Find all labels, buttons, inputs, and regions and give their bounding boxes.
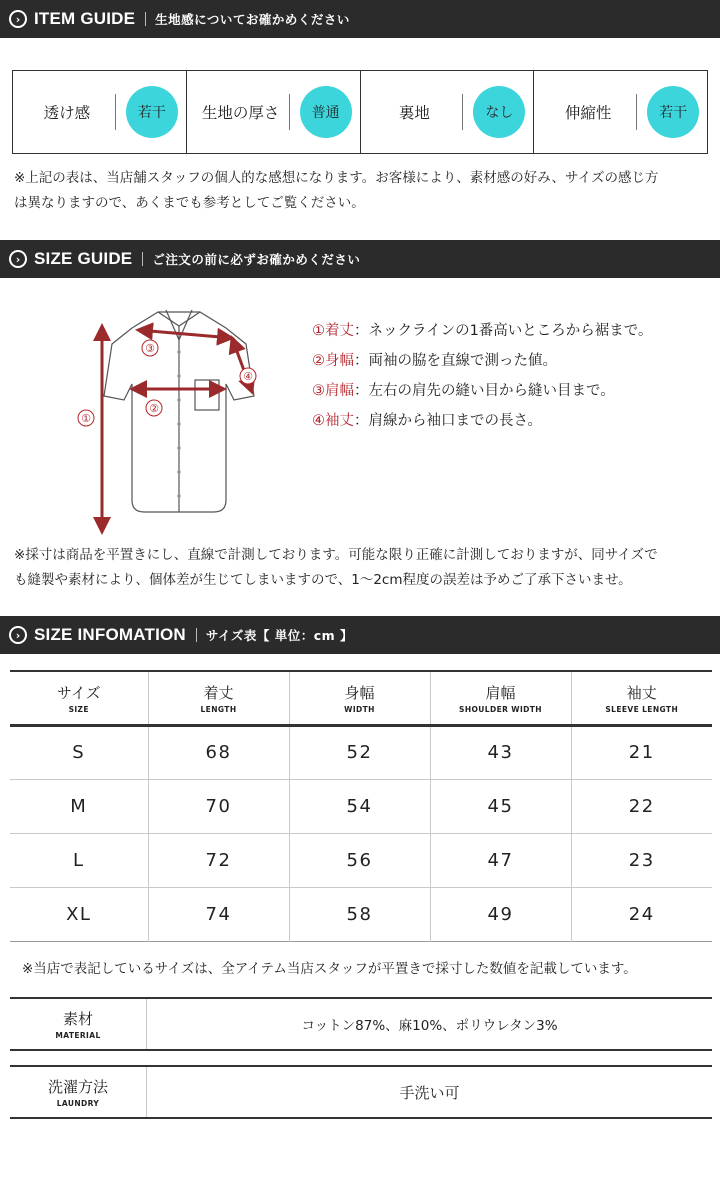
guide-value-badge: 普通	[300, 86, 352, 138]
divider	[145, 12, 146, 26]
guide-cell-stretch	[533, 71, 707, 153]
laundry-row	[10, 1065, 712, 1119]
laundry-label-en: LAUNDRY	[56, 1099, 100, 1108]
column-header: サイズ SIZE	[56, 683, 101, 714]
divider	[142, 252, 143, 266]
table-cell: L	[72, 849, 85, 871]
chevron-right-icon: ›	[9, 10, 27, 28]
guide-value-badge: 若干	[126, 86, 178, 138]
marker-1: ①	[81, 412, 91, 425]
shirt-measurement-diagram	[60, 300, 300, 540]
chevron-right-icon: ›	[9, 250, 27, 268]
table-cell: M	[70, 795, 88, 817]
definition-text: ：両袖の脇を直線で測った値。	[354, 353, 557, 369]
material-row	[10, 997, 712, 1051]
size-info-header	[0, 616, 720, 654]
table-cell: 21	[571, 725, 712, 779]
fabric-guide-box	[12, 70, 708, 154]
table-cell: 22	[571, 779, 712, 833]
table-cell: 56	[289, 833, 430, 887]
table-row	[10, 725, 712, 779]
definition-term: 袖丈	[325, 413, 354, 429]
section-title: ITEM GUIDE	[34, 9, 136, 28]
definition-row	[312, 316, 716, 346]
table-cell: 47	[430, 833, 571, 887]
definition-term: 肩幅	[325, 383, 354, 399]
divider	[115, 94, 116, 130]
table-cell: 58	[289, 887, 430, 941]
section-subtitle: サイズ表【 単位：cm 】	[205, 628, 354, 643]
size-info-note: ※当店で表記しているサイズは、全アイテム当店スタッフが平置きで採寸した数値を記載しています。	[22, 961, 637, 977]
note-line: も縫製や素材により、個体差が生じてしまいますので、1〜2cm程度の誤差は予めご了承下さいませ。	[14, 572, 632, 588]
divider	[196, 628, 197, 642]
note-line: ※採寸は商品を平置きにし、直線で計測しております。可能な限り正確に計測しておりますが、同サイズで	[14, 547, 658, 563]
material-label-en: MATERIAL	[55, 1031, 101, 1040]
table-header-row	[10, 671, 712, 725]
definition-text: ：肩線から袖口までの長さ。	[354, 413, 542, 429]
guide-label: 透け感	[43, 104, 91, 122]
guide-cell-lining	[360, 71, 534, 153]
column-header: 肩幅 SHOULDER WIDTH	[430, 671, 571, 725]
marker-3: ③	[145, 342, 155, 355]
chevron-right-icon: ›	[9, 626, 27, 644]
divider	[289, 94, 290, 130]
definition-row	[312, 406, 716, 436]
item-guide-note	[14, 166, 708, 216]
laundry-header	[10, 1067, 147, 1117]
guide-label: 生地の厚さ	[201, 104, 280, 122]
definition-term: 身幅	[325, 353, 354, 369]
table-cell: 72	[148, 833, 289, 887]
table-cell: XL	[66, 903, 92, 925]
material-value: コットン87%、麻10%、ポリウレタン3%	[301, 1018, 558, 1034]
measurement-definitions	[312, 316, 716, 436]
table-cell: 54	[289, 779, 430, 833]
table-cell: 24	[571, 887, 712, 941]
size-guide-note	[14, 543, 708, 593]
table-cell: 45	[430, 779, 571, 833]
material-label: 素材	[62, 1010, 93, 1028]
table-cell: 74	[148, 887, 289, 941]
section-subtitle: ご注文の前に必ずお確かめください	[152, 252, 361, 267]
table-cell: 70	[148, 779, 289, 833]
guide-label: 伸縮性	[564, 104, 612, 122]
material-header	[10, 999, 147, 1049]
definition-text: ：ネックラインの1番高いところから裾まで。	[354, 323, 653, 339]
marker-2: ②	[149, 402, 159, 415]
column-header: 身幅 WIDTH	[289, 671, 430, 725]
table-cell: 43	[430, 725, 571, 779]
table-row	[10, 833, 712, 887]
divider	[636, 94, 637, 130]
divider	[462, 94, 463, 130]
definition-term: 着丈	[325, 323, 354, 339]
table-cell: 52	[289, 725, 430, 779]
guide-value-badge: 若干	[647, 86, 699, 138]
section-subtitle: 生地感についてお確かめください	[155, 12, 350, 27]
guide-cell-thickness	[186, 71, 360, 153]
guide-cell-transparency	[13, 71, 186, 153]
table-cell: 49	[430, 887, 571, 941]
guide-value-badge: なし	[473, 86, 525, 138]
column-header: 着丈 LENGTH	[148, 671, 289, 725]
section-title: SIZE GUIDE	[34, 249, 133, 268]
definition-number: ②	[312, 353, 325, 369]
guide-label: 裏地	[398, 104, 430, 122]
table-row	[10, 779, 712, 833]
definition-number: ①	[312, 323, 325, 339]
marker-4: ④	[243, 370, 253, 383]
table-cell: S	[72, 742, 86, 763]
section-title: SIZE INFOMATION	[34, 625, 186, 644]
laundry-label: 洗濯方法	[47, 1078, 108, 1096]
table-cell: 23	[571, 833, 712, 887]
size-guide-header	[0, 240, 720, 278]
definition-row	[312, 376, 716, 406]
item-guide-header	[0, 0, 720, 38]
definition-text: ：左右の肩先の縫い目から縫い目まで。	[354, 383, 615, 399]
note-line: は異なりますので、あくまでも参考としてご覧ください。	[14, 195, 365, 211]
table-cell: 68	[148, 725, 289, 779]
definition-number: ③	[312, 383, 325, 399]
column-header: 袖丈 SLEEVE LENGTH	[571, 671, 712, 725]
definition-row	[312, 346, 716, 376]
table-row	[10, 887, 712, 941]
laundry-value: 手洗い可	[399, 1083, 460, 1102]
definition-number: ④	[312, 413, 325, 429]
note-line: ※上記の表は、当店舗スタッフの個人的な感想になります。お客様により、素材感の好み、サイズの感じ方	[14, 170, 659, 186]
size-table	[10, 670, 712, 942]
